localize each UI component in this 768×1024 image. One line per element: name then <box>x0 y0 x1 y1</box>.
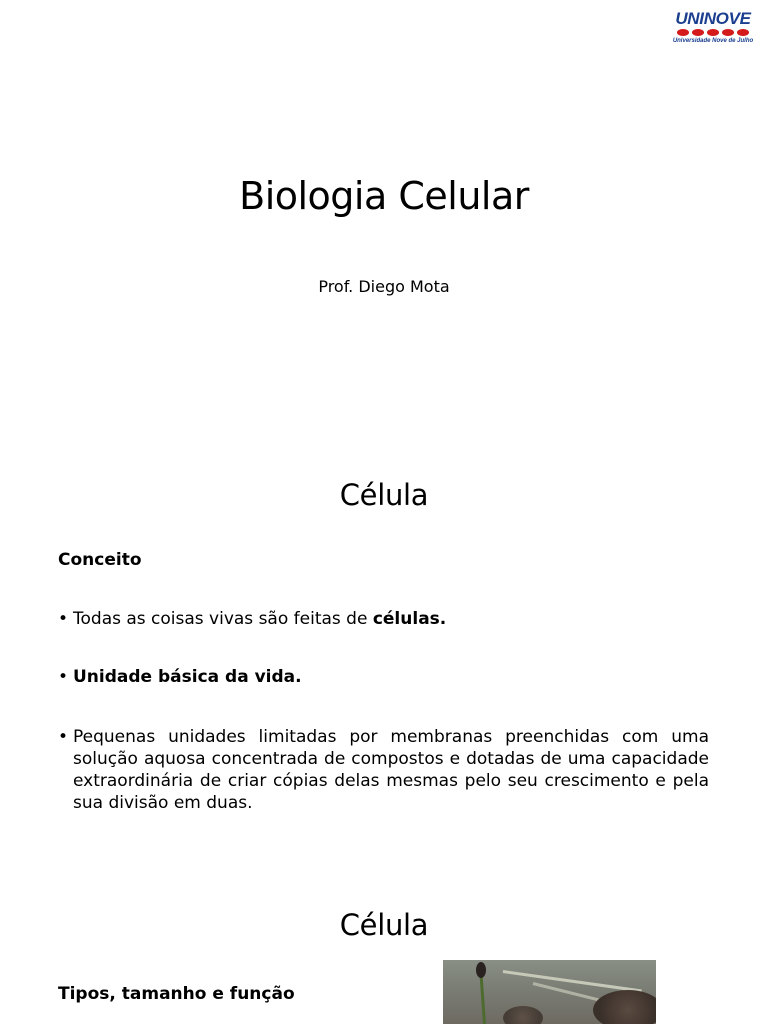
bullet-text: Todas as coisas vivas são feitas de <box>73 609 373 629</box>
bullet-text: Pequenas unidades limitadas por membranas preenchidas com uma solução aquosa concentrada de compostos e dotadas de uma capacidade extraordinária de criar cópias delas mesmas pelo seu crescimento e pela sua divisão em duas. <box>73 727 709 813</box>
bullet-item <box>58 726 709 814</box>
bullet-item <box>58 666 302 688</box>
logo-tagline: Universidade Nove de Julho <box>672 38 754 44</box>
logo-wordmark: UNINOVE <box>675 9 751 28</box>
logo-dots-icon <box>672 29 754 36</box>
slide-heading: Célula <box>339 908 429 942</box>
types-slide <box>0 864 768 1024</box>
section-label: Conceito <box>58 550 142 570</box>
slide-title: Biologia Celular <box>239 174 529 218</box>
bullet-item <box>58 608 446 630</box>
slide-subtitle: Prof. Diego Mota <box>318 277 450 296</box>
bullet-bold-text: células. <box>372 609 447 629</box>
organism-photo <box>443 960 656 1024</box>
concept-slide <box>0 432 768 864</box>
uninove-logo <box>672 10 754 44</box>
slide-heading: Célula <box>339 478 429 512</box>
bullet-bold-text: Unidade básica da vida. <box>73 667 302 687</box>
section-label: Tipos, tamanho e função <box>58 984 295 1004</box>
title-slide <box>0 0 768 432</box>
